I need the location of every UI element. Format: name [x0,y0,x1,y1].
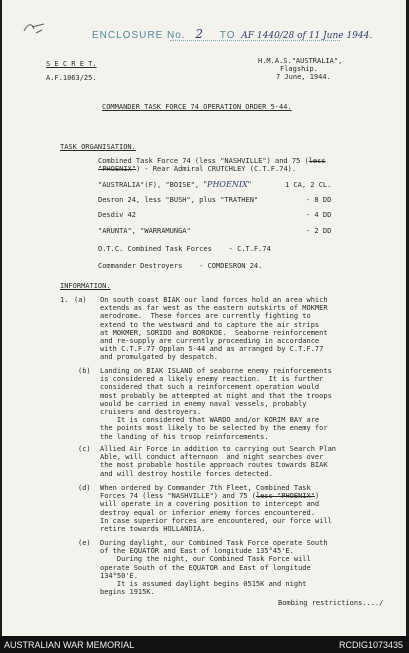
para-d-struck: less "PHOENIX" [255,492,315,501]
para-b-label: (b) [78,367,91,375]
page-title: COMMANDER TASK FORCE 74 OPERATION ORDER 5-44. [102,103,292,111]
stamp-underline [170,40,340,41]
org-row-cruisers-type: 1 CA, 2 CL. [285,181,332,189]
org-row-desdiv-type: - 4 DD [306,211,332,219]
para-d-label: (d) [78,484,91,492]
para-d-text-1: When ordered by Commander 7th Fleet, Combined Task Forces 74 (less "NASHVILLE") and 75 ( [100,484,311,501]
org-row-cruisers-ships: "AUSTRALIA"(F), "BOISE", [98,181,200,189]
archive-footer [0,636,409,653]
file-number: A.F.1063/25. [46,74,97,82]
org-row-comdes: Commander Destroyers - COMDESRON 24. [98,262,263,270]
para-a-text: On south coast BIAK our land forces hold an area which extends as far west as the eastern outskirts of MOKMER aerodrome. These forces are currently fighting to extend to the westward and to capture the air strips at MOKMER, SORIDO and BOROKOE. Seaborne reinforcement and re-supply are currently proceeding in accordance with C.T.F.77 Opplan 5-44 and as arranged by C.T.F.77 and promulgated by despatch. [100,296,328,362]
continuation-text: Bombing restrictions..../ [278,599,384,607]
stamp-number: 2 [195,27,204,41]
para-a-label: (a) [74,296,87,304]
document-page [2,0,406,636]
org-row-desron: Desron 24, less "BUSH", plus "TRATHEN" [98,196,259,204]
para-c-label: (c) [78,445,91,453]
document-date: 7 June, 1944. [276,73,331,81]
para-d-text [100,484,332,533]
footer-source: AUSTRALIAN WAR MEMORIAL [4,640,135,650]
stamp-prefix: ENCLOSURE No. [92,30,186,41]
task-org-line2-struck: "PHOENIX" [98,165,136,173]
task-org-line2 [98,165,296,173]
para-e-text: During daylight, our Combined Task Force operate South of the EQUATOR and East of longitude 135°45'E. During the night, our Combined Task Force will operate South of the EQUATOR and East of longitude 134°50'E. It is assumed daylight begins 0515K and night begins 1915K. [100,539,328,597]
task-org-heading: TASK ORGANISATION. [60,143,136,151]
information-heading: INFORMATION. [60,282,111,290]
task-org-line1 [98,157,326,165]
org-row-otc: O.T.C. Combined Task Forces - C.T.F.74 [98,245,271,253]
flagship-label: Flagship. [280,65,318,73]
task-org-line1-text: Combined Task Force 74 (less "NASHVILLE") and 75 ( [98,157,309,165]
org-row-arunta-type: - 2 DD [306,227,332,235]
stamp-ref: AF 1440/28 of 11 June 1944. [241,31,373,41]
stamp-to: TO [219,30,236,41]
classification: S E C R E T. [46,60,97,68]
org-row-arunta: "ARUNTA", "WARRAMUNGA" [98,227,191,235]
org-row-desdiv: Desdiv 42 [98,211,136,219]
handwritten-mark [22,20,48,34]
enclosure-stamp [92,27,372,41]
ship-name: H.M.A.S."AUSTRALIA", [258,57,343,65]
para-d-text-2: ) will operate in a covering position to intercept and destroy equal or inferior enemy forces encountered. In case superior forces are encountered, our force will retire towards HOLLANDIA. [100,492,332,534]
footer-id: RCDIG1073435 [338,640,403,650]
org-row-cruisers [98,181,251,189]
task-org-line2-text: ) - Rear Admiral CRUTCHLEY (C.T.F.74). [135,165,297,173]
para-b-text: Landing on BIAK ISLAND of seaborne enemy reinforcements is considered a likely enemy reaction. It is further considered that such a reinforcement operation would most probably be attempted at night and that the troops would be carried in enemy naval vessels, probably cruisers and destroyers. It is considered that WARDO and/or KORIM BAY are the points most likely to be selected by the enemy for the landing of his troop reinforcements. [100,367,332,441]
para-c-text: Allied Air Force in addition to carrying out Search Plan Able, will conduct afternoon and night searches over the most probable hostile approach routes towards BIAK and will destroy hostile forces detected. [100,445,337,478]
para-e-label: (e) [78,539,91,547]
paragraph-number: 1. [60,296,69,304]
org-row-cruisers-handwritten: "PHOENIX" [203,180,252,189]
org-row-desron-type: - 8 DD [306,196,332,204]
task-org-line1-struck: less [308,157,326,165]
